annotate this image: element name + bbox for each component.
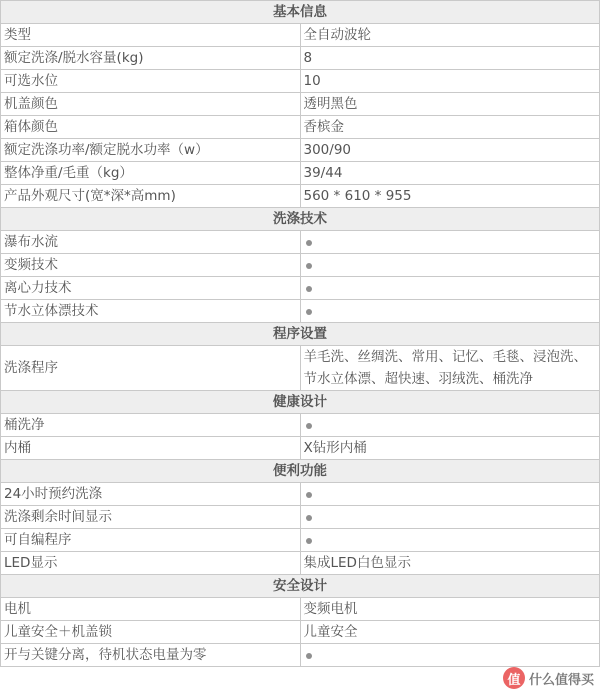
row-label: 瀑布水流 xyxy=(1,231,301,254)
row-value: 10 xyxy=(300,70,600,93)
row-label: 洗涤剩余时间显示 xyxy=(1,506,301,529)
table-row xyxy=(1,437,600,460)
watermark-text: 什么值得买 xyxy=(528,672,594,688)
table-row xyxy=(1,300,600,323)
row-value: 300/90 xyxy=(300,139,600,162)
table-row xyxy=(1,254,600,277)
row-label: LED显示 xyxy=(1,552,301,575)
row-value: 透明黑色 xyxy=(300,93,600,116)
table-row xyxy=(1,70,600,93)
bullet-dot-icon xyxy=(306,286,312,292)
bullet-dot-icon xyxy=(306,515,312,521)
section-title: 基本信息 xyxy=(1,1,600,24)
section-title: 安全设计 xyxy=(1,575,600,598)
row-label: 整体净重/毛重（kg） xyxy=(1,162,301,185)
table-row xyxy=(1,598,600,621)
row-label: 额定洗涤功率/额定脱水功率（w） xyxy=(1,139,301,162)
row-value-dot xyxy=(300,506,600,529)
table-row xyxy=(1,506,600,529)
row-value-dot xyxy=(300,529,600,552)
row-value-dot xyxy=(300,414,600,437)
row-value: X钻形内桶 xyxy=(300,437,600,460)
section-header xyxy=(1,323,600,346)
row-value: 560 * 610 * 955 xyxy=(300,185,600,208)
row-value-dot xyxy=(300,483,600,506)
row-label: 产品外观尺寸(宽*深*高mm) xyxy=(1,185,301,208)
section-title: 程序设置 xyxy=(1,323,600,346)
row-value: 8 xyxy=(300,47,600,70)
section-header xyxy=(1,1,600,24)
bullet-dot-icon xyxy=(306,309,312,315)
bullet-dot-icon xyxy=(306,263,312,269)
row-value-dot xyxy=(300,300,600,323)
row-value-dot xyxy=(300,644,600,667)
row-label: 桶洗净 xyxy=(1,414,301,437)
watermark-badge-icon: 值 xyxy=(503,667,525,689)
row-value: 全自动波轮 xyxy=(300,24,600,47)
row-value-dot xyxy=(300,277,600,300)
bullet-dot-icon xyxy=(306,492,312,498)
section-title: 便利功能 xyxy=(1,460,600,483)
watermark-logo xyxy=(503,667,594,689)
row-label: 内桶 xyxy=(1,437,301,460)
row-label: 变频技术 xyxy=(1,254,301,277)
bullet-dot-icon xyxy=(306,423,312,429)
table-row xyxy=(1,231,600,254)
row-label: 离心力技术 xyxy=(1,277,301,300)
table-row xyxy=(1,414,600,437)
table-row xyxy=(1,139,600,162)
row-label: 额定洗涤/脱水容量(kg) xyxy=(1,47,301,70)
table-row xyxy=(1,644,600,667)
row-label: 儿童安全＋机盖锁 xyxy=(1,621,301,644)
row-label: 节水立体漂技术 xyxy=(1,300,301,323)
row-label: 可自编程序 xyxy=(1,529,301,552)
row-label: 洗涤程序 xyxy=(1,346,301,391)
table-row xyxy=(1,277,600,300)
row-label: 电机 xyxy=(1,598,301,621)
bullet-dot-icon xyxy=(306,653,312,659)
row-label: 类型 xyxy=(1,24,301,47)
table-row xyxy=(1,116,600,139)
section-title: 健康设计 xyxy=(1,391,600,414)
table-row xyxy=(1,162,600,185)
table-row xyxy=(1,483,600,506)
row-label: 可选水位 xyxy=(1,70,301,93)
row-value-dot xyxy=(300,231,600,254)
row-label: 24小时预约洗涤 xyxy=(1,483,301,506)
row-label: 箱体颜色 xyxy=(1,116,301,139)
table-row xyxy=(1,529,600,552)
row-value-dot xyxy=(300,254,600,277)
section-header xyxy=(1,575,600,598)
table-row xyxy=(1,621,600,644)
table-row xyxy=(1,552,600,575)
row-value: 儿童安全 xyxy=(300,621,600,644)
row-value: 39/44 xyxy=(300,162,600,185)
table-row xyxy=(1,24,600,47)
bullet-dot-icon xyxy=(306,538,312,544)
row-label: 开与关键分离，待机状态电量为零 xyxy=(1,644,301,667)
table-row xyxy=(1,93,600,116)
row-value: 香槟金 xyxy=(300,116,600,139)
section-title: 洗涤技术 xyxy=(1,208,600,231)
row-value: 羊毛洗、丝绸洗、常用、记忆、毛毯、浸泡洗、节水立体漂、超快速、羽绒洗、桶洗净 xyxy=(300,346,600,391)
table-row xyxy=(1,185,600,208)
table-row xyxy=(1,47,600,70)
section-header xyxy=(1,460,600,483)
section-header xyxy=(1,391,600,414)
row-value: 变频电机 xyxy=(300,598,600,621)
row-value: 集成LED白色显示 xyxy=(300,552,600,575)
table-row xyxy=(1,346,600,391)
bullet-dot-icon xyxy=(306,240,312,246)
section-header xyxy=(1,208,600,231)
row-label: 机盖颜色 xyxy=(1,93,301,116)
